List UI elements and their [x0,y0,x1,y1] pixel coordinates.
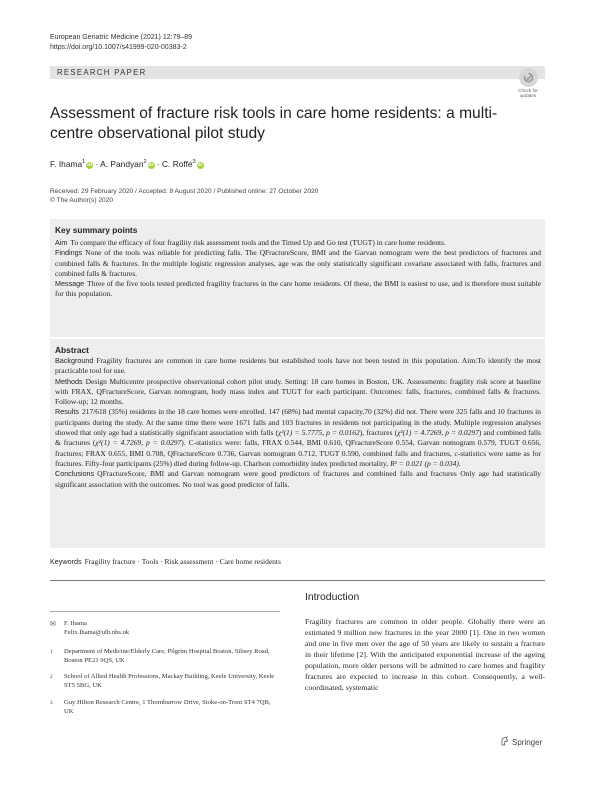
affiliation-text: Department of Medicine/Elderly Care, Pilgrim Hospital Boston, Sibsey Road, Boston PE21 9QS, UK [64,648,270,664]
check-updates-icon [519,68,538,87]
abstract-heading: Abstract [55,345,89,355]
affiliation-number: 1 [50,649,53,655]
introduction-text [305,616,545,693]
publication-dates: Received: 29 February 2020 / Accepted: 8 August 2020 / Published online: 27 October 2020 [50,188,319,195]
author-name[interactable]: C. Roffe [162,158,193,169]
footnote-divider [50,611,280,612]
author-separator: · [93,158,101,169]
key-summary-heading: Key summary points [55,225,138,235]
background-text: Fragility fractures are common in care home residents but established tools have not been tested in this population. Aim:To identify the most practicable tool for use. [55,356,541,376]
author-name[interactable]: A. Pandyan [100,158,144,169]
abstract-background [55,356,541,377]
introduction-heading: Introduction [305,592,360,603]
key-summary-message [55,279,541,300]
author-separator: · [154,158,162,169]
section-divider [50,580,545,581]
correspondence-email[interactable]: Felix.Ihama@ulh.nhs.uk [64,628,130,636]
author-list [50,157,204,170]
article-type-label: RESEARCH PAPER [57,67,147,77]
author-name[interactable]: F. Ihama [50,158,83,169]
conclusions-label: Conclusions [55,469,95,479]
journal-citation [50,33,192,53]
findings-text: None of the tools was reliable for predicting falls. The QFractureScore, BMI and the Garvan nomogram were the best predictors of fractures and combined falls & fractures. In the multiple logistic regression analyses, age was the only statistically significant covariate associated with falls, fractures and combined falls & fractures. [55,248,541,278]
abstract-content [55,356,541,490]
key-summary-aim [55,238,541,248]
correspondence-name: F. Ihama [64,620,87,627]
background-label: Background [55,356,94,365]
introduction-paragraph: Fragility fractures are common in older people. Globally there were an estimated 9 million new fractures in the year 2000 [1]. One in two women and one in five men over the age of 50 years are likely to sustain a fracture in their lifetime [2]. With the anticipated exponential increase of the ageing population, more older persons will be admitted to care homes and fragility fractures are expected to increase in this cohort. Consequently, a well-coordinated, systematic [305,617,545,692]
affiliation-number: 3 [50,700,53,706]
correspondence-block [50,620,280,637]
results-text: ), fractures ( [359,428,398,438]
methods-label: Methods [55,376,83,386]
aim-label: Aim [55,238,68,247]
keywords-label: Keywords [50,557,82,566]
r-squared-value: R² = 0.021 (p = 0.034) [390,458,459,468]
aim-text: To compare the efficacy of four fragility risk assessment tools and the Timed Up and Go test (TUGT) in care home residents. [70,238,446,247]
check-for-updates-badge[interactable] [513,68,543,98]
affiliation [50,699,280,716]
author-affiliation-ref: 2 [143,159,147,165]
copyright-notice: © The Author(s) 2020 [50,197,114,204]
key-summary-content [55,238,541,300]
abstract-methods [55,377,541,408]
springer-horse-icon [500,736,509,748]
publisher-logo [500,736,542,748]
results-text: ). C-statistics were: falls, FRAX 0.544, BMI 0.610, QFractureScore 0.554, Garvan nomogram 0.579, TUGT 0.656, fractures; FRAX 0.655, BMI 0.708, QFractureScore 0.736, Garvan nomogram 0.712, TUGT 0.590, combined falls and fractures, c-statistics were same as for fractures. Fifty-four participants (25%) died during follow-up. Charlson comorbidity index predicted mortality, [55,438,541,468]
chi-square-falls: χ²(1) = 5.7775, p = 0.0162 [278,428,360,438]
check-updates-text: Check for updates [518,88,538,99]
results-text: . [458,458,461,468]
abstract-results [55,407,541,469]
envelope-icon: ✉ [50,620,56,628]
results-text: ) and combined falls & fractures ( [55,428,541,448]
key-summary-findings [55,248,541,279]
article-title: Assessment of fracture risk tools in care home residents: a multi-centre observational pilot study [50,105,498,142]
affiliation-text: Guy Hilton Research Centre, 1 Thornburrow Drive, Stoke-on-Trent ST4 7QB, UK [64,699,271,715]
chi-square-fractures: χ²(1) = 4.7269, p = 0.0297 [397,428,479,438]
message-label: Message [55,279,85,289]
author-affiliation-ref: 3 [192,159,196,165]
keywords-text: Fragility fracture · Tools · Risk assessment · Care home residents [84,557,281,566]
affiliation [50,673,280,690]
methods-text: Design Multicentre prospective observational cohort pilot study. Setting: 18 care homes in Boston, UK. Assessments: fragility risk score at baseline with FRAX, QFractureScore, Garvan nomogram, body mass index and TUGT for each participant. Outcomes: falls, fractures, combined falls & fractures. Follow-up; 12 months. [55,376,541,407]
orcid-icon[interactable]: iD [87,162,93,168]
publisher-name: Springer [512,737,543,747]
abstract-conclusions [55,469,541,490]
affiliation-text: School of Allied Health Professions, Mackay Building, Keele University, Keele ST5 5BG, UK [64,673,275,689]
findings-label: Findings [55,248,83,258]
conclusions-text: QFractureScore, BMI and Garvan nomogram were good predictors of fractures and combined falls and fractures Only age had statistically significant association with the outcomes. No tool was good predictor of falls. [55,469,541,489]
orcid-icon[interactable]: iD [148,162,154,168]
affiliation-number: 2 [50,674,53,680]
journal-line: European Geriatric Medicine (2021) 12:79–89 [50,34,193,41]
results-label: Results [55,407,79,417]
affiliation [50,648,280,665]
orcid-icon[interactable]: iD [197,162,203,168]
keywords [50,557,281,567]
doi-link[interactable]: https://doi.org/10.1007/s41999-020-00383-2 [50,44,187,51]
author-affiliation-ref: 1 [82,159,86,165]
message-text: Three of the five tools tested predicted fragility fractures in the care home residents. Of these, the BMI is easiest to use, and is therefore most suitable for this population. [55,279,541,299]
results-text: 217/618 (35%) residents in the 18 care homes were enrolled. 147 (68%) had mental capacity,70 (32%) did not. There were 325 falls and 10 fractures in participants during the study. At the same time there were 1671 falls and 103 fractures in residents not participating in the study. Multiple regression analyses showed that only age had a statistically significant association with falls ( [55,407,541,438]
chi-square-combined: χ²(1) = 4.7269, p = 0.0297 [95,438,182,448]
